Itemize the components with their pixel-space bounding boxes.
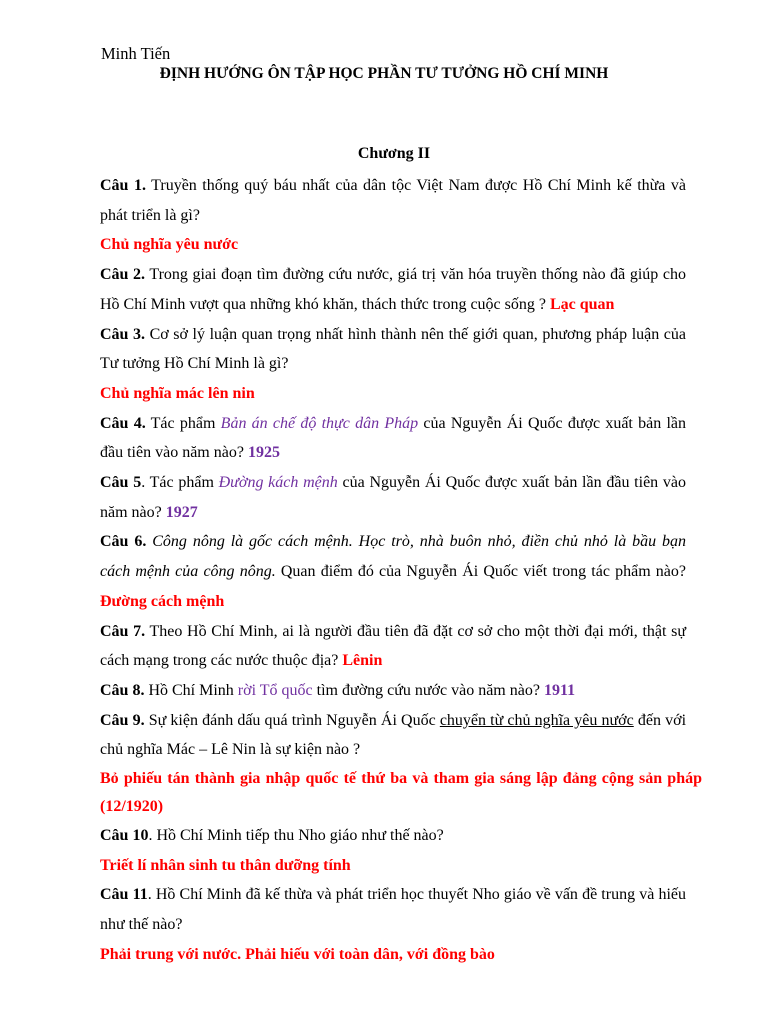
question-8 xyxy=(100,676,686,706)
question-label: Câu 9. xyxy=(100,711,145,729)
question-text: Theo Hồ Chí Minh, ai là người đầu tiên đã đặt cơ sở cho một thời đại mới, thật sự cách mạng trong các nước thuộc địa? xyxy=(100,622,687,670)
answer-10: Triết lí nhân sinh tu thân dưỡng tính xyxy=(100,856,351,874)
question-11 xyxy=(100,880,686,939)
question-list xyxy=(100,171,702,970)
question-6 xyxy=(100,527,686,616)
highlight-text: rời Tổ quốc xyxy=(237,681,313,699)
answer-8: 1911 xyxy=(543,681,576,699)
question-3 xyxy=(100,320,686,379)
question-label: Câu 7. xyxy=(100,622,146,640)
question-quote: Công nông là gốc cách mệnh. Học trò, nhà buôn nhỏ, điền chủ nhỏ là bầu bạn cách mệnh của công nông. xyxy=(100,533,687,581)
question-text: Sự kiện đánh dấu quá trình Nguyễn Ái Quốc xyxy=(144,711,440,729)
question-text: Truyền thống quý báu nhất của dân tộc Việt Nam được Hồ Chí Minh kế thừa và phát triển là gì? xyxy=(100,177,687,224)
question-2 xyxy=(100,260,686,319)
underlined-text: chuyển từ chủ nghĩa yêu nước xyxy=(439,711,634,729)
question-text: Cơ sở lý luận quan trọng nhất hình thành nên thế giới quan, phương pháp luận của Tư tưởng Hồ Chí Minh là gì? xyxy=(100,325,687,373)
answer-1: Chủ nghĩa yêu nước xyxy=(100,236,239,254)
answer-4: 1925 xyxy=(247,444,280,462)
question-text: tìm đường cứu nước vào năm nào? xyxy=(312,681,544,699)
question-10 xyxy=(100,821,686,851)
question-4 xyxy=(100,409,686,468)
question-text: của Nguyễn Ái Quốc được xuất bản lần đầu tiên vào năm nào? xyxy=(100,474,686,521)
question-text: Hồ Chí Minh xyxy=(144,681,238,699)
answer-11: Phải trung với nước. Phải hiếu với toàn dân, với đồng bào xyxy=(100,945,495,963)
question-label: Câu 3. xyxy=(100,325,146,343)
question-text: Quan điểm đó của Nguyễn Ái Quốc viết trong tác phẩm nào? xyxy=(275,563,687,581)
answer-5: 1927 xyxy=(165,503,198,521)
chapter-heading: Chương II xyxy=(357,145,431,162)
question-label: Câu 1. xyxy=(100,177,146,194)
answer-3: Chủ nghĩa mác lên nin xyxy=(100,384,255,402)
question-text: của Nguyễn Ái Quốc được xuất bản lần đầu tiên vào năm nào? xyxy=(100,414,687,462)
question-label: Câu 8. xyxy=(100,681,145,699)
answer-9: Bỏ phiếu tán thành gia nhập quốc tế thứ ba và tham gia sáng lập đảng cộng sản pháp (12/1920) xyxy=(100,770,702,816)
author-name: Minh Tiến xyxy=(101,44,171,63)
question-7 xyxy=(100,617,686,676)
question-5 xyxy=(100,468,686,527)
work-title: Bản án chế độ thực dân Pháp xyxy=(220,414,419,432)
answer-7: Lênin xyxy=(342,652,383,670)
answer-6: Đường cách mệnh xyxy=(100,592,225,610)
question-text: . Tác phẩm xyxy=(141,474,219,492)
question-text: . Hồ Chí Minh tiếp thu Nho giáo như thế nào? xyxy=(148,827,444,845)
question-label: Câu 10 xyxy=(100,827,149,845)
question-1 xyxy=(100,171,686,230)
question-text: . Hồ Chí Minh đã kế thừa và phát triển học thuyết Nho giáo về vấn đề trung và hiếu như thế nào? xyxy=(100,886,687,934)
question-9 xyxy=(100,706,686,765)
question-label: Câu 2. xyxy=(100,266,146,284)
question-label: Câu 11 xyxy=(100,886,148,904)
question-label: Câu 4. xyxy=(100,414,146,432)
question-label: Câu 5 xyxy=(100,474,142,492)
document-title: ĐỊNH HƯỚNG ÔN TẬP HỌC PHẦN TƯ TƯỞNG HỒ CHÍ MINH xyxy=(159,65,609,82)
question-text: Trong giai đoạn tìm đường cứu nước, giá trị văn hóa truyền thống nào đã giúp cho Hồ Chí Minh vượt qua những khó khăn, thách thức trong cuộc sống ? xyxy=(100,266,686,313)
answer-2: Lạc quan xyxy=(549,295,615,313)
question-label: Câu 6. xyxy=(100,533,147,551)
question-text: Tác phẩm xyxy=(145,414,221,432)
work-title: Đường kách mệnh xyxy=(218,474,338,492)
question-text: đến với chủ nghĩa Mác – Lê Nin là sự kiện nào ? xyxy=(100,711,687,759)
